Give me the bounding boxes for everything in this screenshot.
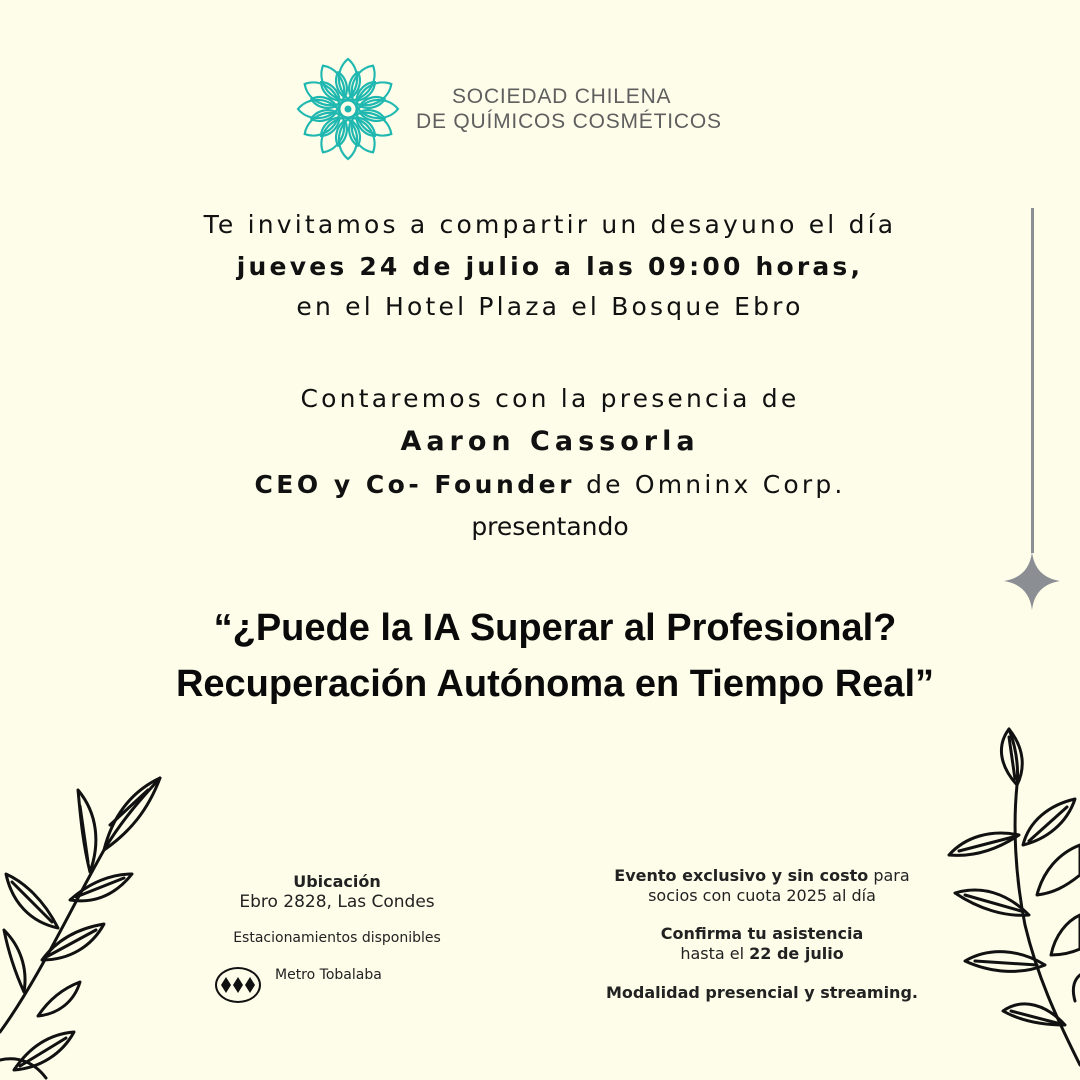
speaker-name: Aaron Cassorla <box>400 426 700 457</box>
org-name-line1: SOCIEDAD CHILENA <box>452 85 672 108</box>
event-venue: en el Hotel Plaza el Bosque Ebro <box>296 292 804 321</box>
confirm-deadline <box>562 944 962 964</box>
exclusive-bold: Evento exclusivo y sin costo <box>614 866 869 885</box>
modality-info: Modalidad presencial y streaming. <box>606 983 918 1002</box>
mandala-logo-icon <box>292 55 404 163</box>
event-date-time: jueves 24 de julio a las 09:00 horas, <box>236 252 864 281</box>
org-name-line2: DE QUÍMICOS COSMÉTICOS <box>416 110 722 133</box>
decorative-line <box>1031 208 1034 553</box>
presenting-label: presentando <box>471 512 629 541</box>
exclusive-line2: socios con cuota 2025 al día <box>648 886 876 905</box>
location-heading: Ubicación <box>293 872 381 891</box>
event-details <box>562 866 962 1003</box>
talk-title-line1: “¿Puede la IA Superar al Profesional? <box>213 607 897 649</box>
speaker-role-line <box>80 470 1020 499</box>
invitation-line: Te invitamos a compartir un desayuno el día <box>203 210 897 239</box>
exclusive-line <box>562 866 962 886</box>
speaker-company: de Omninx Corp. <box>574 470 846 499</box>
sparkle-icon <box>1004 552 1060 610</box>
parking-info: Estacionamientos disponibles <box>233 930 441 946</box>
confirm-date: 22 de julio <box>749 944 844 963</box>
location-block <box>210 872 464 912</box>
speaker-role: CEO y Co- Founder <box>254 470 575 499</box>
location-address: Ebro 2828, Las Condes <box>239 892 435 912</box>
organization-name <box>416 84 722 134</box>
confirm-heading: Confirma tu asistencia <box>660 924 864 943</box>
confirm-prefix: hasta el <box>680 944 750 963</box>
talk-title-line2: Recuperación Autónoma en Tiempo Real” <box>175 663 935 705</box>
metro-station: Metro Tobalaba <box>275 967 382 983</box>
metro-santiago-icon <box>215 967 261 1003</box>
leaf-branch-left-icon <box>0 770 170 1080</box>
exclusive-rest: para <box>868 866 910 885</box>
presence-intro: Contaremos con la presencia de <box>300 384 800 413</box>
